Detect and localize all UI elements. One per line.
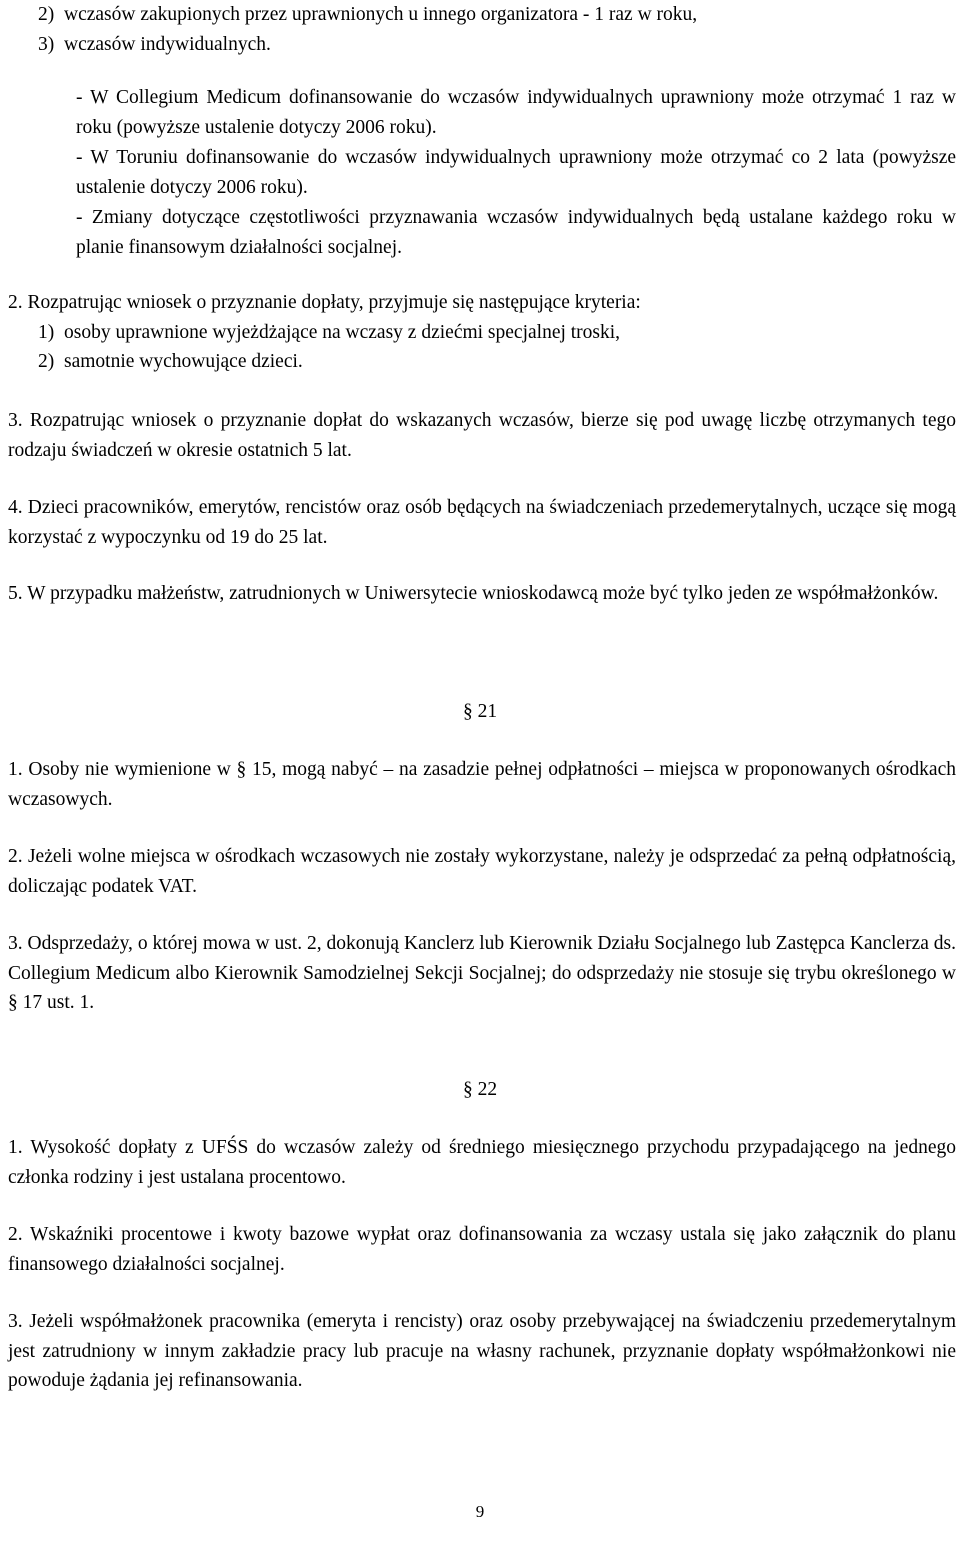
section-heading-22: § 22 <box>462 1079 498 1100</box>
paragraph-point-2: 2. Rozpatrując wniosek o przyznanie dopłaty, przyjmuje się następujące kryteria: <box>8 292 641 313</box>
paragraph-point-4: 4. Dzieci pracowników, emerytów, rencistów oraz osób będących na świadczeniach przedemerytalnych, uczące się mogą korzystać z wypoczynku od 19 do 25 lat. <box>8 497 956 548</box>
paragraph-point-3: 3. Rozpatrując wniosek o przyznanie dopłat do wskazanych wczasów, bierze się pod uwagę liczbę otrzymanych tego rodzaju świadczeń w okresie ostatnich 5 lat. <box>8 410 956 461</box>
paragraph-point-5: 5. W przypadku małżeństw, zatrudnionych w Uniwersytecie wnioskodawcą może być tylko jeden ze współmałżonków. <box>8 583 939 604</box>
dash-note-changes: - Zmiany dotyczące częstotliwości przyznawania wczasów indywidualnych będą ustalane każdego roku w planie finansowym działalności socjalnej. <box>76 207 956 258</box>
dash-note-torun: - W Toruniu dofinansowanie do wczasów indywidualnych uprawniony może otrzymać co 2 lata (powyższe ustalenie dotyczy 2006 roku). <box>76 147 956 198</box>
section-21-paragraph-1: 1. Osoby nie wymienione w § 15, mogą nabyć – na zasadzie pełnej odpłatności – miejsca w proponowanych ośrodkach wczasowych. <box>8 759 956 810</box>
dash-note-collegium: - W Collegium Medicum dofinansowanie do wczasów indywidualnych uprawniony może otrzymać 1 raz w roku (powyższe ustalenie dotyczy 2006 roku). <box>76 87 956 138</box>
section-22-paragraph-1: 1. Wysokość dopłaty z UFŚS do wczasów zależy od średniego miesięcznego przychodu przypadającego na jednego członka rodziny i jest ustalana procentowo. <box>8 1137 956 1188</box>
section-22-paragraph-3: 3. Jeżeli współmałżonek pracownika (emeryta i rencisty) oraz osoby przebywającej na świadczeniu przedemerytalnym jest zatrudniony w innym zakładzie pracy lub pracuje na własny rachunek, przyznanie dopłaty współmałżonkowi nie powoduje żądania jej refinansowania. <box>8 1311 956 1391</box>
section-22-paragraph-2: 2. Wskaźniki procentowe i kwoty bazowe wypłat oraz dofinansowania za wczasy ustala się jako załącznik do planu finansowego działalności socjalnej. <box>8 1224 956 1275</box>
section-21-paragraph-2: 2. Jeżeli wolne miejsca w ośrodkach wczasowych nie zostały wykorzystane, należy je odsprzedać za pełną odpłatnością, doliczając podatek VAT. <box>8 846 956 897</box>
section-heading-21: § 21 <box>462 701 498 722</box>
list-item-2: 2) wczasów zakupionych przez uprawnionych u innego organizatora - 1 raz w roku, <box>38 4 698 25</box>
list-item-3: 3) wczasów indywidualnych. <box>38 34 271 55</box>
page-number: 9 <box>475 1502 485 1521</box>
criteria-item-1: 1) osoby uprawnione wyjeżdżające na wczasy z dziećmi specjalnej troski, <box>38 322 621 343</box>
criteria-item-2: 2) samotnie wychowujące dzieci. <box>38 351 303 372</box>
section-21-paragraph-3: 3. Odsprzedaży, o której mowa w ust. 2, dokonują Kanclerz lub Kierownik Działu Socjalnego lub Zastępca Kanclerza ds. Collegium Medicum albo Kierownik Samodzielnej Sekcji Socjalnej; do odsprzedaży nie stosuje się trybu określonego w § 17 ust. 1. <box>8 933 956 1013</box>
